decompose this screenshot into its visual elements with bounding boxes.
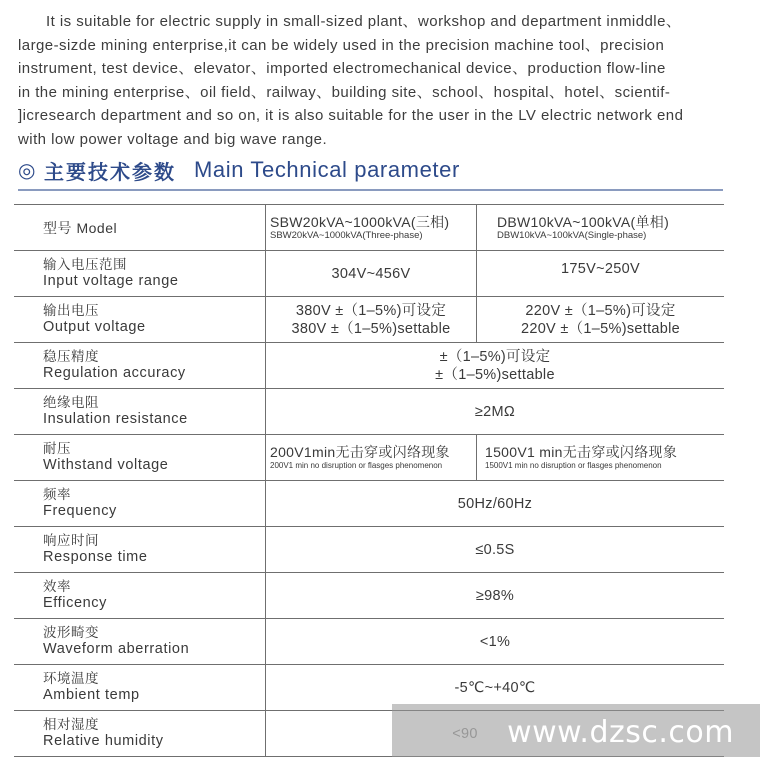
intro-line: in the mining enterprise、oil field、railway、building site、school、hospital、hotel、scientif- xyxy=(18,83,671,101)
row-label xyxy=(14,665,266,711)
watermark-banner xyxy=(392,704,760,757)
label-cn: 波形畸变 xyxy=(43,625,99,640)
merged-value: -5℃~+40℃ xyxy=(266,665,725,711)
output-three-en: 380V ±（1–5%)settable xyxy=(291,320,451,337)
merged-value: ≥2MΩ xyxy=(266,389,725,435)
spec-table xyxy=(14,204,724,757)
label-cn: 环境温度 xyxy=(43,671,99,686)
table-row-model xyxy=(14,205,724,251)
merged-value: ≤0.5S xyxy=(266,527,725,573)
merged-value: 50Hz/60Hz xyxy=(266,481,725,527)
label-cn: 输出电压 xyxy=(43,303,99,318)
watermark-text: www.dzsc.com xyxy=(507,715,734,750)
table-row-withstand xyxy=(14,435,724,481)
intro-line: large-sizde mining enterprise,it can be widely used in the precision machine tool、precision xyxy=(18,36,665,54)
label-en: Ambient temp xyxy=(43,687,140,703)
label-cn: 稳压精度 xyxy=(43,349,99,364)
label-cn: 相对湿度 xyxy=(43,717,99,732)
label-cn: 输入电压范围 xyxy=(43,257,127,272)
table-row-efficiency xyxy=(14,573,724,619)
label-en: Output voltage xyxy=(43,319,146,335)
table-row-response xyxy=(14,527,724,573)
intro-line: ]icresearch department and so on, it is also suitable for the user in the LV electric network end xyxy=(18,107,684,125)
intro-line: instrument, test device、elevator、imported electromechanical device、production flow-line xyxy=(18,60,666,78)
withstand-three-sub: 200V1 min no disruption or flasges phenomenon xyxy=(270,461,443,470)
label-cn: 效率 xyxy=(43,579,71,594)
label-cn: 频率 xyxy=(43,487,71,502)
section-heading xyxy=(18,154,723,186)
label-cn: 型号 xyxy=(43,219,72,236)
three-phase-value: 304V~456V xyxy=(266,251,477,297)
model-single-main: DBW10kVA~100kVA(单相) xyxy=(497,214,670,230)
label-en: Input voltage range xyxy=(43,273,179,289)
row-label xyxy=(14,481,266,527)
model-three-main: SBW20kVA~1000kVA(三相) xyxy=(270,214,450,230)
row-label xyxy=(14,297,266,343)
label-en: Regulation accuracy xyxy=(43,365,186,381)
intro-line: with low power voltage and big wave range. xyxy=(18,130,328,148)
label-en: Response time xyxy=(43,549,148,565)
row-label xyxy=(14,711,266,757)
row-label xyxy=(14,435,266,481)
table-row-regulation xyxy=(14,343,724,389)
regulation-en: ±（1–5%)settable xyxy=(435,366,555,383)
row-label xyxy=(14,389,266,435)
table-row-frequency xyxy=(14,481,724,527)
three-phase-cell xyxy=(266,205,477,251)
merged-value: <1% xyxy=(266,619,725,665)
table-row-waveform xyxy=(14,619,724,665)
row-label xyxy=(14,527,266,573)
single-phase-value: 175V~250V xyxy=(477,251,725,297)
withstand-three-main: 200V1min无击穿或闪络现象 xyxy=(270,444,450,460)
label-cn: 绝缘电阻 xyxy=(43,395,99,410)
model-three-sub: SBW20kVA~1000kVA(Three-phase) xyxy=(270,230,423,241)
label-en: Relative humidity xyxy=(43,733,164,749)
row-label xyxy=(14,619,266,665)
regulation-cn: ±（1–5%)可设定 xyxy=(439,348,551,365)
withstand-single-sub: 1500V1 min no disruption or flasges phenomenon xyxy=(485,461,662,470)
withstand-single-main: 1500V1 min无击穿或闪络现象 xyxy=(485,444,678,460)
single-phase-value xyxy=(477,297,725,343)
bullet-circle-icon: ◎ xyxy=(18,159,36,182)
row-label xyxy=(14,573,266,619)
label-en: Frequency xyxy=(43,503,117,519)
row-label xyxy=(14,251,266,297)
three-phase-cell xyxy=(266,435,477,481)
row-label xyxy=(14,205,266,251)
intro-line: It is suitable for electric supply in small-sized plant、workshop and department inmiddle、 xyxy=(46,13,682,30)
single-phase-cell xyxy=(477,435,725,481)
output-single-cn: 220V ±（1–5%)可设定 xyxy=(525,302,676,319)
table-row-input xyxy=(14,251,724,297)
heading-chinese: 主要技术参数 xyxy=(44,161,176,184)
label-cn: 耐压 xyxy=(43,441,71,456)
single-phase-cell xyxy=(477,205,725,251)
label-en: Insulation resistance xyxy=(43,411,188,427)
three-phase-value xyxy=(266,297,477,343)
label-cn: 响应时间 xyxy=(43,533,99,548)
merged-value xyxy=(266,343,725,389)
merged-value: ≥98% xyxy=(266,573,725,619)
label-en: Withstand voltage xyxy=(43,457,169,473)
table-row-output xyxy=(14,297,724,343)
row-label xyxy=(14,343,266,389)
label-en: Waveform aberration xyxy=(43,641,190,657)
label-en: Model xyxy=(76,219,118,236)
intro-paragraph xyxy=(18,10,748,152)
output-three-cn: 380V ±（1–5%)可设定 xyxy=(295,302,447,319)
output-single-en: 220V ±（1–5%)settable xyxy=(520,320,681,337)
table-row-insulation xyxy=(14,389,724,435)
heading-divider xyxy=(18,189,723,191)
heading-english: Main Technical parameter xyxy=(194,157,460,182)
label-en: Efficency xyxy=(43,595,107,611)
model-single-sub: DBW10kVA~100kVA(Single-phase) xyxy=(497,230,647,241)
